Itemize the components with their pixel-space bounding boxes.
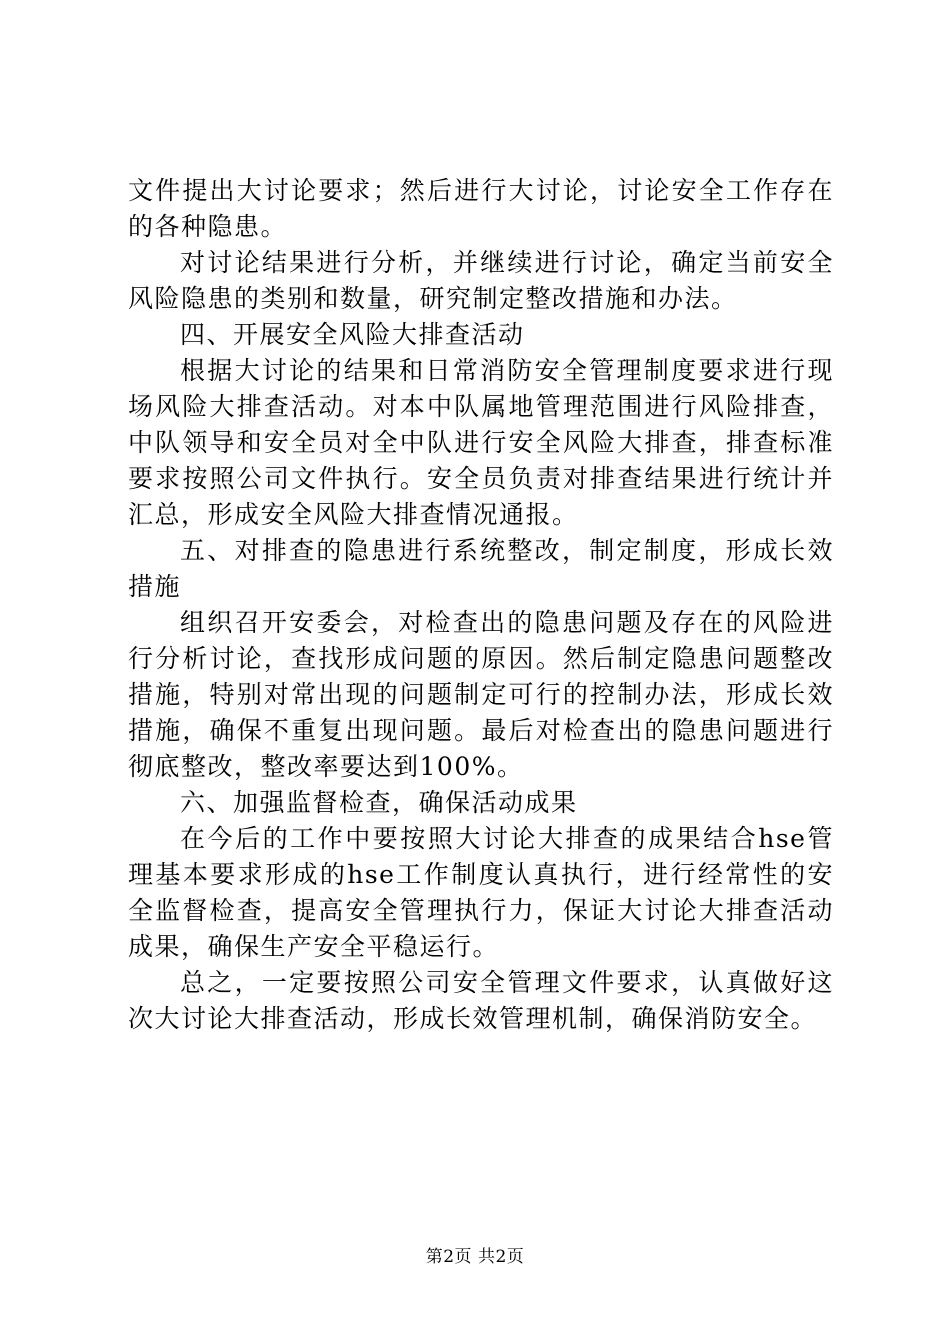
section-heading-4: 四、开展安全风险大排查活动: [180, 320, 525, 349]
paragraph-discussion-requirements: 文件提出大讨论要求；然后进行大讨论，讨论安全工作存在的各种隐患。: [128, 176, 834, 241]
paragraph-analysis: 对讨论结果进行分析，并继续进行讨论，确定当前安全风险隐患的类别和数量，研究制定整改措施和办法。: [128, 248, 834, 313]
document-body: [128, 173, 834, 1037]
paragraph-conclusion: 总之，一定要按照公司安全管理文件要求，认真做好这次大讨论大排查活动，形成长效管理机制，确保消防安全。: [128, 968, 834, 1033]
page-number-footer: 第2页 共2页: [425, 1247, 525, 1267]
paragraph-rectification: 组织召开安委会，对检查出的隐患问题及存在的风险进行分析讨论，查找形成问题的原因。然后制定隐患问题整改措施，特别对常出现的问题制定可行的控制办法，形成长效措施，确保不重复出现问题。最后对检查出的隐患问题进行彻底整改，整改率要达到100%。: [128, 608, 834, 781]
section-heading-5: 五、对排查的隐患进行系统整改，制定制度，形成长效措施: [128, 536, 834, 601]
section-heading-6: 六、加强监督检查，确保活动成果: [180, 788, 578, 817]
paragraph-supervision: 在今后的工作中要按照大讨论大排查的成果结合hse管理基本要求形成的hse工作制度认真执行，进行经常性的安全监督检查，提高安全管理执行力，保证大讨论大排查活动成果，确保生产安全平稳运行。: [128, 824, 834, 961]
paragraph-risk-inspection: 根据大讨论的结果和日常消防安全管理制度要求进行现场风险大排查活动。对本中队属地管理范围进行风险排查，中队领导和安全员对全中队进行安全风险大排查，排查标准要求按照公司文件执行。安全员负责对排查结果进行统计并汇总，形成安全风险大排查情况通报。: [128, 356, 834, 529]
